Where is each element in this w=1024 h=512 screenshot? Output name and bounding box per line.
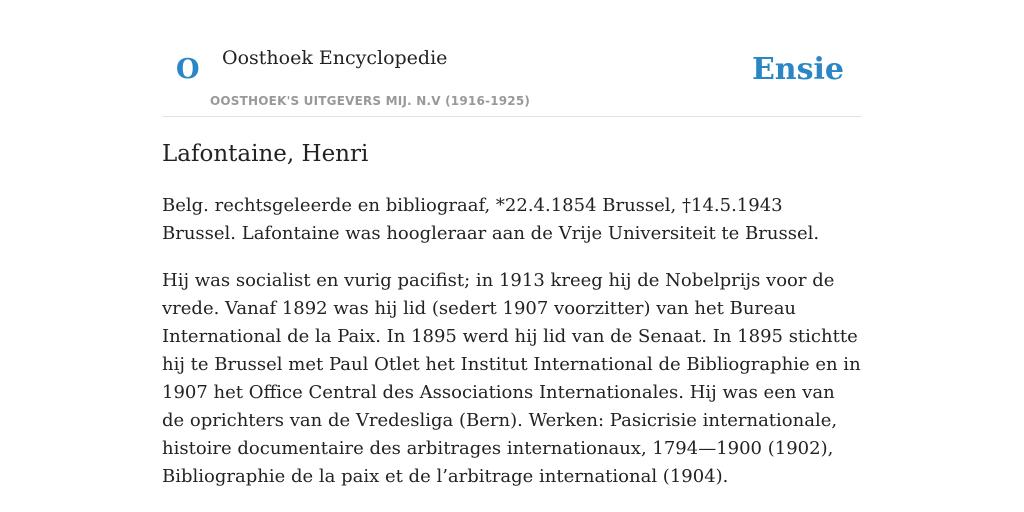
source-header — [162, 0, 862, 117]
source-publisher: OOSTHOEK'S UITGEVERS MIJ. N.V (1916-1925) — [210, 94, 531, 108]
brand-logo-link[interactable]: Ensie — [751, 52, 844, 87]
article-paragraph: Hij was socialist en vurig pacifist; in 1913 kreeg hij de Nobelprijs voor de vrede. Vanaf 1892 was hij lid (sedert 1907 voorzitter) van het Bureau International de la Paix. In 1895 werd hij lid van de Senaat. In 1895 stichtte hij te Brussel met Paul Otlet het Institut International de Bibliographie en in 1907 het Office Central des Associations Internationales. Hij was een van de oprichters van de Vredesliga (Bern). Werken: Pasicrisie internationale, histoire documentaire des arbitrages internationaux, 1794—1900 (1902), Bibliographie de la paix et de l’arbitrage international (1904). — [162, 270, 861, 487]
source-logo[interactable]: O — [176, 54, 200, 85]
source-title[interactable]: Oosthoek Encyclopedie — [222, 47, 448, 69]
article-title: Lafontaine, Henri — [162, 141, 369, 167]
article-paragraph: Belg. rechtsgeleerde en bibliograaf, *22.4.1854 Brussel, †14.5.1943 Brussel. Lafontaine was hoogleraar aan de Vrije Universiteit te Brussel. — [162, 195, 820, 244]
